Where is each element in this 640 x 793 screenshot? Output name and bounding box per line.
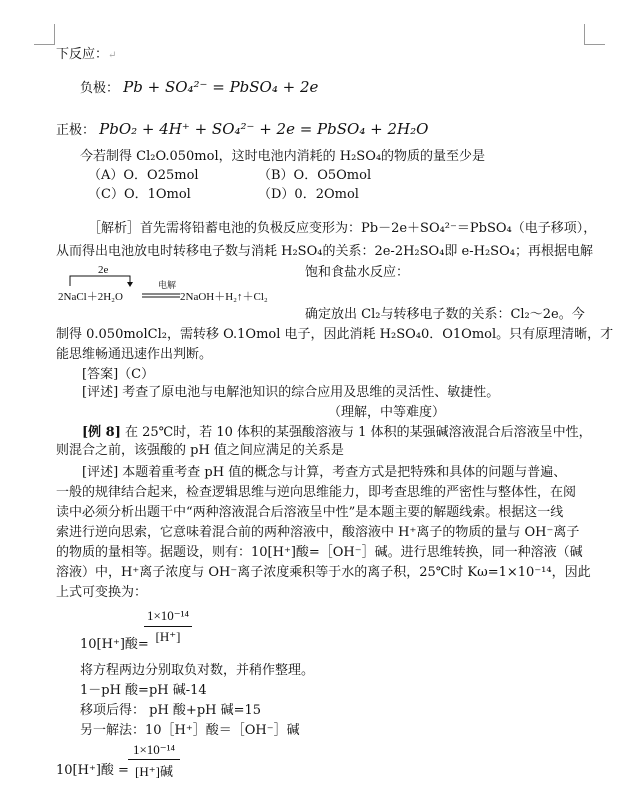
neg-label: 负极： (80, 81, 120, 96)
review8-line-4: 索进行逆向思索，它意味着混合前的两种溶液中，酸溶液中 H⁺离子的物质的量与 OH⁻离子 (56, 525, 580, 540)
negative-electrode-line (80, 78, 318, 98)
review8-line-3: 读中必须分析出题干中“两种溶液混合后溶液呈中性”是本题主要的解题线索。根据这一线 (56, 505, 564, 520)
fraction2-lhs: 10[H⁺]酸 = (56, 763, 129, 778)
positive-electrode-line (56, 120, 428, 140)
example-8-line-1 (82, 424, 592, 442)
step-2: 1－pH 酸=pH 碱-14 (80, 683, 207, 698)
option-d: （D）0．2Omol (258, 187, 359, 202)
fraction2-denominator: [H⁺]碱 (128, 759, 180, 780)
example-8-text: 在 25℃时，若 10 体积的某强酸溶液与 1 体积的某强碱溶液混合后溶液呈中性， (120, 425, 592, 440)
review8-line-5: 的物质的量相等。据题设，则有：10[H⁺]酸=［OH⁻］碱。进行思维转换，同一种溶液（碱 (56, 545, 583, 560)
analysis-line-5: 制得 0.050molCl₂，需转移 O.1Omol 电子，因此消耗 H₂SO₄0．O1Omol。只有原理清晰，才 (56, 327, 614, 342)
products: 2NaOH＋H₂↑＋Cl₂ (180, 291, 268, 303)
review8-line-2: 一般的规律结合起来，检查逻辑思维与逆向思维能力，即考查思维的严密性与整体性，在阅 (56, 485, 577, 500)
fraction1-numerator: 1×10⁻¹⁴ (146, 608, 190, 623)
crop-mark-left (34, 24, 55, 45)
fraction2-numerator: 1×10⁻¹⁴ (132, 742, 176, 757)
review8-line-6: 溶液）中，H⁺离子浓度与 OH⁻离子浓度乘积等于水的离子积，25℃时 Kω=1×10⁻¹⁴，因此 (56, 565, 591, 580)
review-line-2: （理解，中等难度） (328, 405, 446, 420)
step-1: 将方程两边分别取负对数，并稍作整理。 (80, 663, 315, 678)
pos-equation: PbO₂ + 4H⁺ + SO₄²⁻ + 2e = PbSO₄ + 2H₂O (99, 120, 429, 138)
fraction1 (144, 608, 192, 645)
analysis-line-1: ［解析］首先需将铅蓄电池的负极反应变形为：Pb－2e＋SO₄²⁻＝PbSO₄（电子移项）， (88, 221, 597, 236)
analysis-line-2: 从而得出电池放电时转移电子数与消耗 H₂SO₄的关系：2e-2H₂SO₄即 e-H₂SO₄；再根据电解 (56, 244, 593, 259)
example-8-label: [例 8] (82, 425, 121, 440)
electrolysis-reaction (58, 264, 303, 306)
reactants: 2NaCl＋2H₂O (58, 291, 123, 303)
analysis-line-4: 确定放出 Cl₂与转移电子数的关系：Cl₂～2e。今 (305, 307, 585, 322)
analysis-line-3: 饱和食盐水反应： (305, 265, 410, 280)
fraction1-lhs: 10[H⁺]酸= (80, 637, 149, 652)
fraction2 (128, 742, 180, 780)
review8-line-7: 上式可变换为： (56, 585, 148, 600)
answer-line: [答案]（C） (82, 367, 155, 382)
option-a: （A）O．O25mol (88, 168, 199, 183)
reaction-arrow (142, 288, 182, 304)
analysis-line-6: 能思维畅通迅速作出判断。 (56, 347, 213, 362)
review8-line-1: [评述] 本题着重考查 pH 值的概念与计算，考查方式是把特殊和具体的问题与普遍、 (82, 465, 567, 480)
option-b: （B）O．O5Omol (258, 168, 372, 183)
neg-equation: Pb + SO₄²⁻ = PbSO₄ + 2e (123, 78, 319, 96)
electron-transfer-label: 2e (98, 264, 109, 276)
pos-label: 正极： (56, 123, 96, 138)
review-line-1: [评述] 考查了原电池与电解池知识的综合应用及思维的灵活性、敏捷性。 (82, 385, 500, 400)
option-c: （C）O．1Omol (88, 187, 191, 202)
step-3: 移项后得： pH 酸+pH 碱=15 (80, 703, 262, 718)
question-text: 今若制得 Cl₂O.050mol，这时电池内消耗的 H₂SO₄的物质的量至少是 (80, 149, 486, 164)
crop-mark-right (584, 24, 605, 45)
example-8-line-2: 则混合之前，该强酸的 pH 值之间应满足的关系是 (56, 443, 344, 458)
electrolysis-condition: 电解 (158, 280, 177, 290)
intro-text: 下反应：↵ (56, 47, 117, 62)
fraction1-denominator: [H⁺] (144, 626, 192, 645)
step-4: 另一解法：10［H⁺］酸＝［OH⁻］碱 (80, 723, 300, 738)
